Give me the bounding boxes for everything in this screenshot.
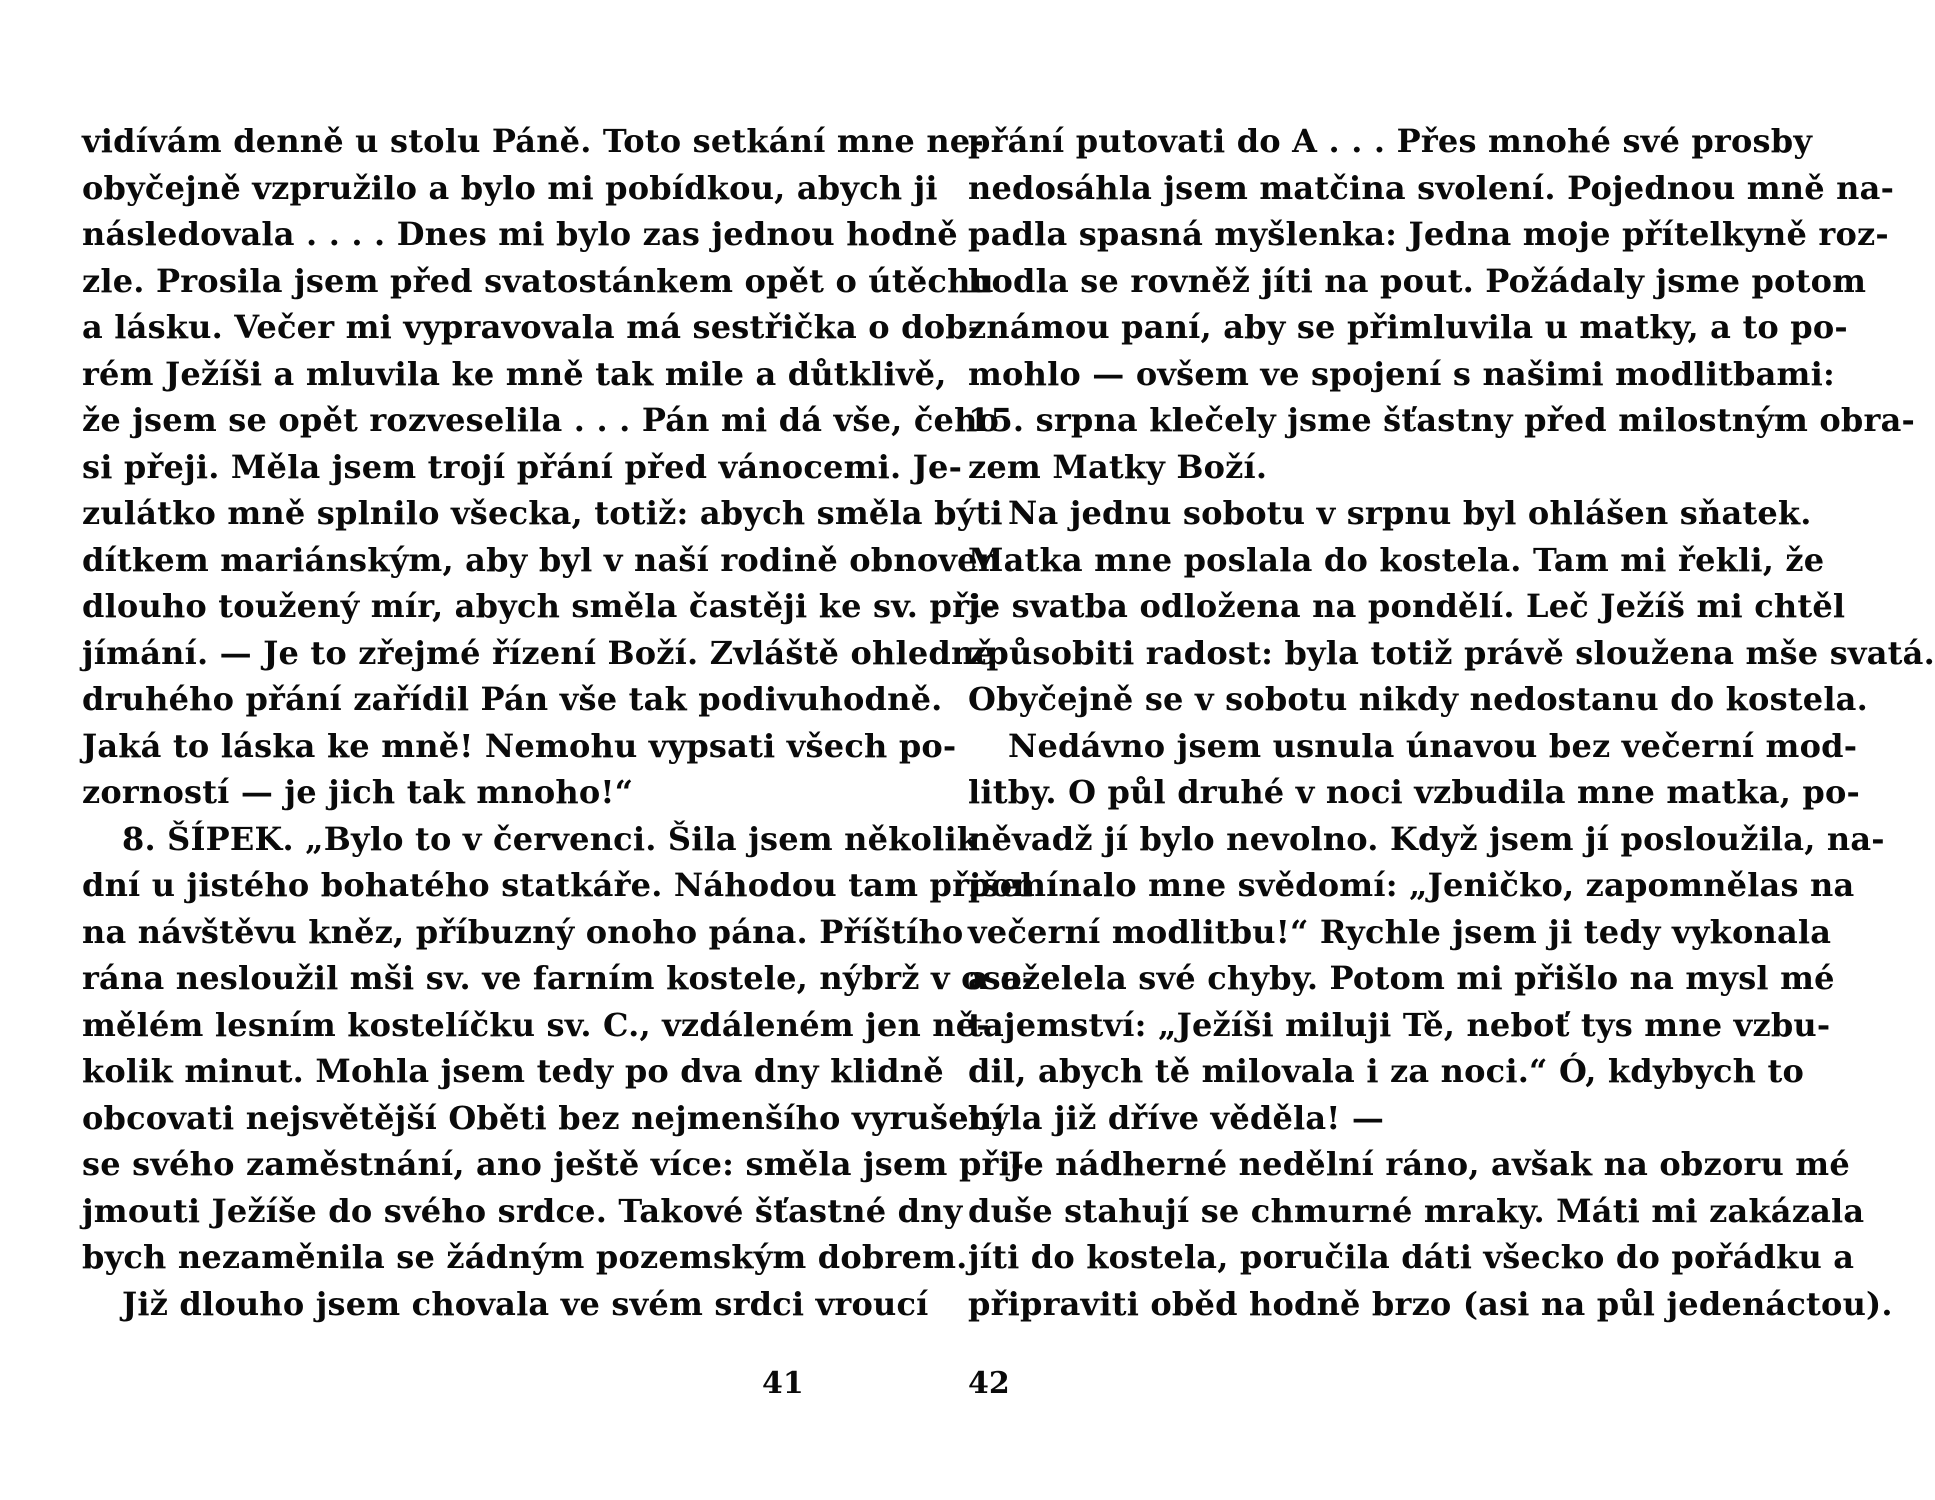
- text-line: a lásku. Večer mi vypravovala má sestřička o dob-: [82, 308, 982, 346]
- text-line: duše stahují se chmurné mraky. Máti mi zakázala: [968, 1191, 1865, 1230]
- text-line: Již dlouho jsem chovala ve svém srdci vroucí: [122, 1284, 929, 1323]
- text-line: se svého zaměstnání, ano ještě více: směla jsem při-: [82, 1145, 1025, 1183]
- page-number-right: 42: [968, 1366, 1010, 1401]
- text-line: něvadž jí bylo nevolno. Když jsem jí posloužila, na-: [968, 819, 1885, 858]
- text-line: druhého přání zařídil Pán vše tak podivuhodně.: [82, 680, 943, 718]
- text-line: bych nezaměnila se žádným pozemským dobrem.: [82, 1238, 968, 1276]
- text-line: 8. ŠÍPEK. „Bylo to v červenci. Šila jsem několik: [122, 819, 980, 858]
- right-page: [968, 118, 1935, 1327]
- text-line: je svatba odložena na pondělí. Leč Ježíš mi chtěl: [968, 587, 1846, 625]
- text-line: nedosáhla jsem matčina svolení. Pojednou mně na-: [968, 168, 1895, 207]
- text-line: Obyčejně se v sobotu nikdy nedostanu do kostela.: [968, 680, 1868, 718]
- text-line: způsobiti radost: byla totiž právě sloužena mše svatá.: [968, 633, 1935, 672]
- text-line: kolik minut. Mohla jsem tedy po dva dny klidně: [82, 1052, 944, 1090]
- text-line: jímání. — Je to zřejmé řízení Boží. Zvláště ohledně: [82, 633, 995, 672]
- text-line: Jaká to láska ke mně! Nemohu vypsati všech po-: [82, 726, 957, 765]
- text-line: zulátko mně splnilo všecka, totiž: abych směla býti: [82, 494, 1003, 532]
- text-line: 15. srpna klečely jsme šťastny před milostným obra-: [968, 401, 1915, 439]
- text-line: zle. Prosila jsem před svatostánkem opět o útěchu: [82, 261, 995, 300]
- text-line: obyčejně vzpružilo a bylo mi pobídkou, abych ji: [82, 168, 938, 207]
- text-line: dní u jistého bohatého statkáře. Náhodou tam přišel: [82, 866, 1033, 904]
- text-line: hodla se rovněž jíti na pout. Požádaly jsme potom: [968, 261, 1867, 300]
- text-line: obcovati nejsvětější Oběti bez nejmenšího vyrušení: [82, 1098, 1005, 1137]
- text-line: Nedávno jsem usnula únavou bez večerní mod-: [1008, 726, 1858, 765]
- text-line: Na jednu sobotu v srpnu byl ohlášen sňatek.: [1008, 494, 1812, 532]
- left-page: [82, 118, 1036, 1327]
- text-line: a oželela své chyby. Potom mi přišlo na mysl mé: [968, 959, 1835, 997]
- text-line: že jsem se opět rozveselila . . . Pán mi dá vše, čeho: [82, 401, 1000, 439]
- text-line: dítkem mariánským, aby byl v naší rodině obnoven: [82, 540, 1002, 579]
- text-line: známou paní, aby se přimluvila u matky, a to po-: [968, 308, 1848, 346]
- text-line: mohlo — ovšem ve spojení s našimi modlitbami:: [968, 354, 1835, 393]
- text-line: si přeji. Měla jsem trojí přání před vánocemi. Je-: [82, 447, 963, 486]
- text-line: dil, abych tě milovala i za noci.“ Ó, kdybych to: [968, 1052, 1805, 1090]
- text-line: Je nádherné nedělní ráno, avšak na obzoru mé: [1008, 1145, 1850, 1183]
- text-line: mělém lesním kostelíčku sv. C., vzdáleném jen ně-: [82, 1005, 990, 1044]
- text-line: jíti do kostela, poručila dáti všecko do pořádku a: [968, 1238, 1855, 1276]
- text-line: pomínalo mne svědomí: „Jeničko, zapomnělas na: [968, 866, 1855, 904]
- text-line: byla již dříve věděla! —: [968, 1098, 1385, 1137]
- text-line: Matka mne poslala do kostela. Tam mi řekli, že: [968, 540, 1825, 579]
- text-line: padla spasná myšlenka: Jedna moje přítelkyně roz-: [968, 215, 1889, 253]
- text-line: zem Matky Boží.: [968, 447, 1268, 486]
- text-line: vidívám denně u stolu Páně. Toto setkání mne ne-: [82, 122, 984, 160]
- text-line: na návštěvu kněz, příbuzný onoho pána. Příštího: [82, 912, 964, 951]
- text-line: večerní modlitbu!“ Rychle jsem ji tedy vykonala: [968, 912, 1832, 951]
- text-line: přání putovati do A . . . Přes mnohé své prosby: [968, 122, 1813, 160]
- text-line: tajemství: „Ježíši miluji Tě, neboť tys mne vzbu-: [968, 1005, 1831, 1044]
- text-line: dlouho toužený mír, abych směla častěji ke sv. při-: [82, 587, 995, 625]
- text-line: litby. O půl druhé v noci vzbudila mne matka, po-: [968, 773, 1860, 811]
- text-line: rém Ježíši a mluvila ke mně tak mile a důtklivě,: [82, 354, 947, 393]
- page-number-left: 41: [762, 1366, 804, 1401]
- text-line: zorností — je jich tak mnoho!“: [82, 773, 634, 811]
- text-line: rána nesloužil mši sv. ve farním kostele, nýbrž v osa-: [82, 959, 1036, 997]
- text-line: jmouti Ježíše do svého srdce. Takové šťastné dny: [82, 1191, 963, 1230]
- text-line: následovala . . . . Dnes mi bylo zas jednou hodně: [82, 215, 958, 253]
- text-line: připraviti oběd hodně brzo (asi na půl jedenáctou).: [968, 1284, 1893, 1323]
